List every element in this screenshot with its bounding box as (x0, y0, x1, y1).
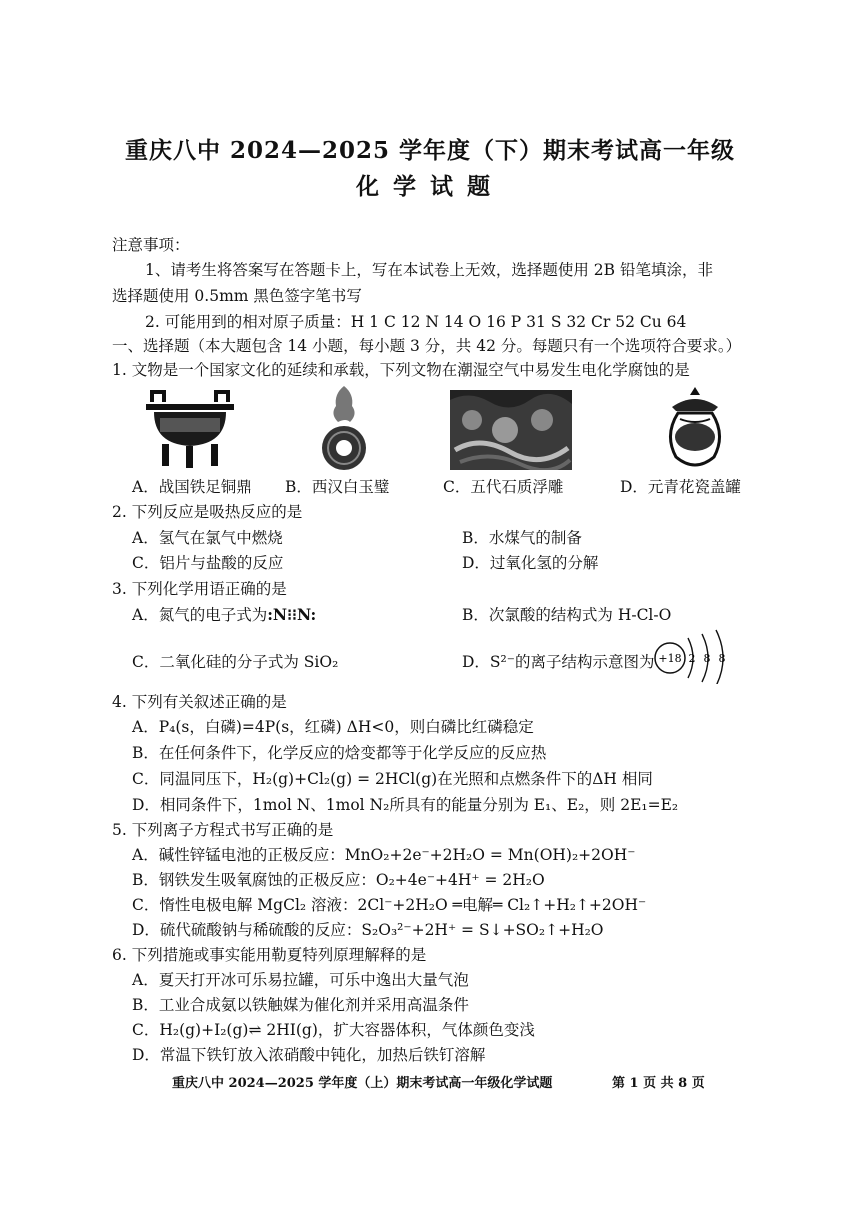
bronze-ding-image (140, 388, 240, 470)
notice-item-1: 1、请考生将答案写在答题卡上，写在本试卷上无效，选择题使用 2B 铅笔填涂，非 (145, 261, 713, 279)
question-2-option-c: C．铝片与盐酸的反应 (132, 554, 284, 572)
stone-relief-image (450, 390, 572, 470)
notice-item-2: 2. 可能用到的相对原子质量：H 1 C 12 N 14 O 16 P 31 S 32 Cr 52 Cu 64 (145, 313, 687, 331)
jade-bi-image (316, 384, 372, 474)
section-heading: 一、选择题（本大题包含 14 小题，每小题 3 分，共 42 分。每题只有一个选项符合要求。） (112, 337, 742, 355)
nucleus-charge-label: +18 (658, 652, 682, 665)
question-4-option-d: D．相同条件下，1mol N、1mol N₂所具有的能量分别为 E₁、E₂，则 2E₁=E₂ (132, 796, 679, 814)
question-6-option-d: D．常温下铁钉放入浓硝酸中钝化，加热后铁钉溶解 (132, 1046, 486, 1064)
question-1-option-d: D．元青花瓷盖罐 (620, 478, 741, 496)
question-3-option-b: B．次氯酸的结构式为 H-Cl-O (462, 606, 672, 624)
question-1-option-c: C．五代石质浮雕 (443, 478, 564, 496)
notice-item-1-cont: 选择题使用 0.5mm 黑色签字笔书写 (112, 287, 362, 305)
question-2-stem: 2. 下列反应是吸热反应的是 (112, 503, 303, 521)
footer-exam-name: 重庆八中 2024—2025 学年度（上）期末考试高一年级化学试题 (172, 1076, 553, 1091)
question-4-option-a: A．P₄(s，白磷)=4P(s，红磷) ΔH<0，则白磷比红磷稳定 (132, 718, 534, 736)
question-4-option-b: B．在任何条件下，化学反应的焓变都等于化学反应的反应热 (132, 744, 547, 762)
shell-1-label: 2 (688, 652, 696, 665)
exam-subtitle: 化学试题 (356, 173, 504, 200)
question-6-option-c: C．H₂(g)+I₂(g)⇌ 2HI(g)，扩大容器体积，气体颜色变浅 (132, 1021, 535, 1039)
question-3-option-c: C．二氧化硅的分子式为 SiO₂ (132, 653, 339, 671)
shell-3-label: 8 (718, 652, 726, 665)
exam-title: 重庆八中 2024—2025 学年度（下）期末考试高一年级 (124, 137, 736, 164)
question-5-option-a: A．碱性锌锰电池的正极反应：MnO₂+2e⁻+2H₂O = Mn(OH)₂+2OH⁻ (132, 846, 636, 864)
question-5-option-b: B．钢铁发生吸氧腐蚀的正极反应：O₂+4e⁻+4H⁺ = 2H₂O (132, 871, 545, 889)
question-1-option-a: A．战国铁足铜鼎 (132, 478, 252, 496)
notice-heading: 注意事项： (112, 236, 190, 254)
question-4-stem: 4. 下列有关叙述正确的是 (112, 693, 287, 711)
sulfide-ion-structure-diagram (652, 628, 732, 684)
question-1-stem: 1. 文物是一个国家文化的延续和承载，下列文物在潮湿空气中易发生电化学腐蚀的是 (112, 361, 690, 379)
question-2-option-b: B．水煤气的制备 (462, 529, 582, 547)
question-3-stem: 3. 下列化学用语正确的是 (112, 580, 287, 598)
question-3-option-a (132, 603, 316, 625)
shell-2-label: 8 (703, 652, 711, 665)
question-6-stem: 6. 下列措施或事实能用勒夏特列原理解释的是 (112, 946, 427, 964)
question-2-option-a: A．氢气在氯气中燃烧 (132, 529, 283, 547)
question-6-option-b: B．工业合成氨以铁触媒为催化剂并采用高温条件 (132, 996, 469, 1014)
question-4-option-c: C．同温同压下，H₂(g)+Cl₂(g) = 2HCl(g)在光照和点燃条件下的ΔH 相同 (132, 770, 653, 788)
question-6-option-a: A．夏天打开冰可乐易拉罐，可乐中逸出大量气泡 (132, 971, 469, 989)
question-2-option-d: D．过氧化氢的分解 (462, 554, 599, 572)
porcelain-jar-image (660, 385, 730, 473)
nitrogen-electron-formula: :N⁝⁝N: (267, 605, 317, 624)
question-1-option-b: B．西汉白玉璧 (285, 478, 390, 496)
footer-page-number: 第 1 页 共 8 页 (612, 1076, 705, 1091)
question-5-option-c: C．惰性电极电解 MgCl₂ 溶液：2Cl⁻+2H₂O ═电解═ Cl₂↑+H₂↑+2OH⁻ (132, 896, 647, 914)
question-5-option-d: D．硫代硫酸钠与稀硫酸的反应：S₂O₃²⁻+2H⁺ = S↓+SO₂↑+H₂O (132, 921, 604, 939)
question-3-option-a-text: A．氮气的电子式为 (132, 606, 268, 624)
question-5-stem: 5. 下列离子方程式书写正确的是 (112, 821, 334, 839)
question-3-option-d: D．S²⁻的离子结构示意图为 (462, 653, 655, 671)
